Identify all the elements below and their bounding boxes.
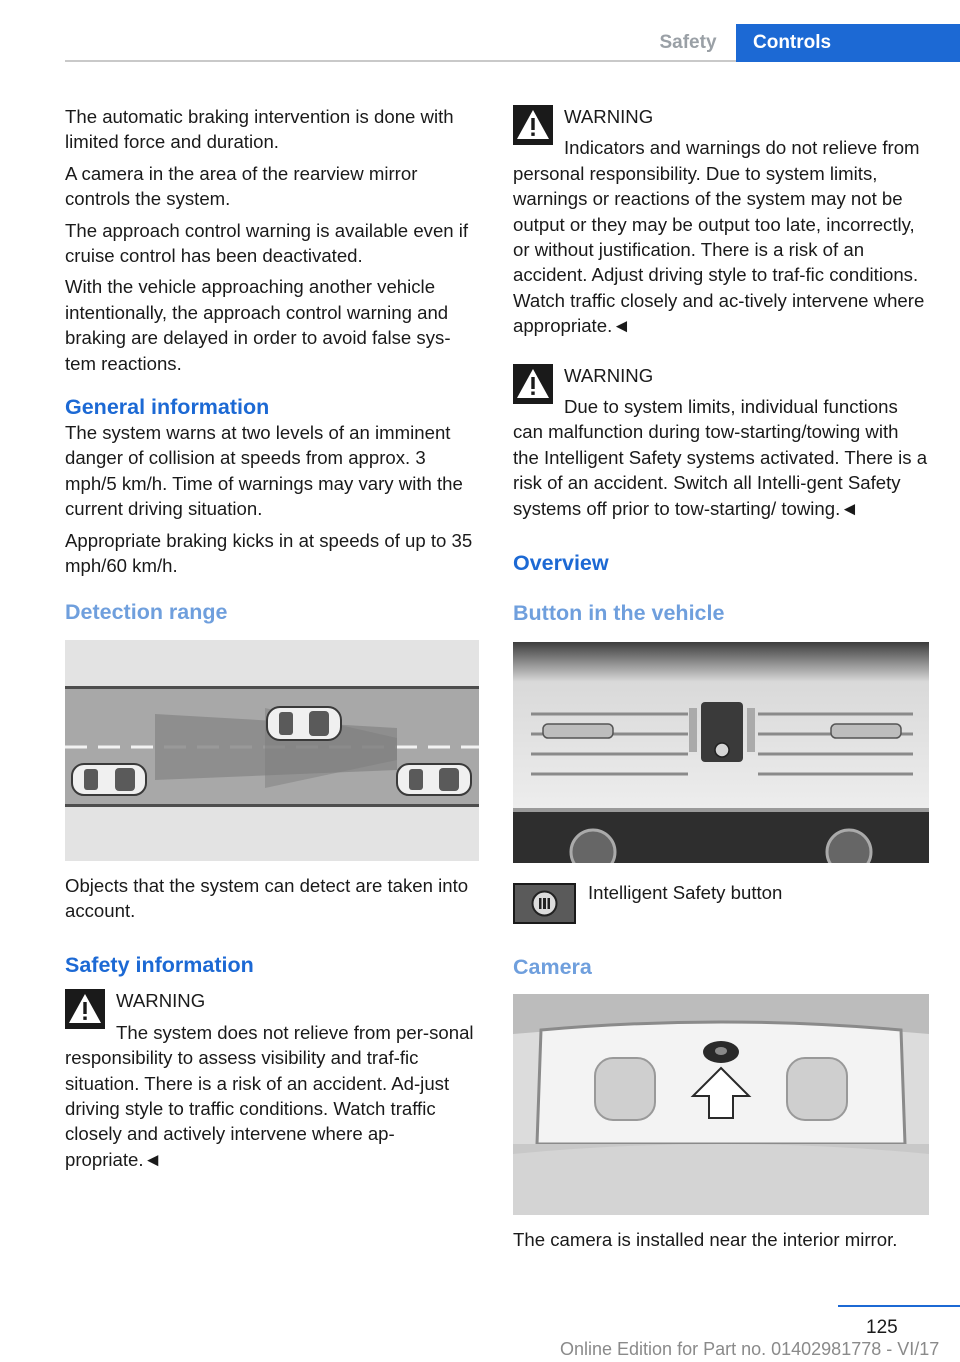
general-paragraph: Appropriate braking kicks in at speeds of up to 35 mph/60 km/h. [65, 529, 473, 577]
warning-triangle-icon [513, 105, 553, 145]
right-column [513, 104, 929, 1259]
intro-paragraph: The automatic braking intervention is done with limited force and duration. [65, 106, 454, 153]
button-in-vehicle-heading: Button in the vehicle [513, 601, 725, 626]
detection-range-illustration [65, 640, 479, 861]
warning-text: Indicators and warnings do not relieve from personal responsibility. Due to system limits, warnings or reactions of the system may not be output or they may be output too late, incorrectly, or without justification. There is a risk of an accident. Adjust driving style to traf-fic conditions. Watch traffic closely and ac-tively intervene where appropriate.◄ [513, 137, 925, 337]
camera-heading: Camera [513, 955, 592, 980]
warning-block [65, 988, 479, 1172]
safety-information-heading: Safety information [65, 953, 254, 978]
header-chapter-tab[interactable]: Controls [736, 24, 960, 62]
header-section-tab[interactable]: Safety [659, 32, 717, 53]
warning-title: WARNING [564, 106, 654, 127]
warning-title: WARNING [116, 990, 206, 1012]
camera-caption: The camera is installed near the interior mirror. [513, 1229, 898, 1251]
intelligent-safety-button-icon [513, 883, 576, 924]
edition-note: Online Edition for Part no. 01402981778 - VI/17 [560, 1339, 940, 1359]
footer-rule [838, 1305, 960, 1307]
detection-range-caption: Objects that the system can detect are taken into account. [65, 874, 469, 921]
warning-block [513, 363, 929, 521]
button-legend [513, 883, 929, 924]
general-paragraph: The system warns at two levels of an imminent danger of collision at speeds from approx. 3 mph/5 km/h. Time of warnings may vary with the current driving situation. [65, 422, 463, 520]
camera-photo [513, 994, 929, 1215]
detection-range-heading: Detection range [65, 599, 228, 624]
warning-triangle-icon [513, 364, 553, 404]
car-right-icon [397, 764, 471, 795]
overview-heading: Overview [513, 551, 609, 576]
warning-title: WARNING [564, 364, 654, 386]
page-number: 125 [866, 1317, 898, 1338]
car-top-icon [267, 707, 341, 740]
general-information-heading: General information [65, 395, 270, 420]
warning-triangle-icon [65, 989, 105, 1029]
warning-block [513, 104, 929, 339]
left-column [65, 104, 479, 1172]
intro-paragraph: A camera in the area of the rearview mirror controls the system. [65, 162, 418, 210]
button-in-vehicle-photo [513, 642, 929, 863]
intro-paragraph: The approach control warning is available even if cruise control has been deactivated. [65, 219, 469, 267]
button-legend-label: Intelligent Safety button [588, 882, 783, 904]
car-left-icon [72, 764, 146, 795]
warning-text: The system does not relieve from per-sonal responsibility to assess visibility and traf-fic situation. There is a risk of an accident. Ad-just driving style to traffic conditions. Watch traffic closely and actively intervene where ap-propriate.◄ [65, 1021, 474, 1170]
warning-text: Due to system limits, individual functions can malfunction during tow-starting/towing with the Intelligent Safety systems activated. There is a risk of an accident. Switch all Intelli-gent Safety systems off prior to tow-starting/ towing.◄ [513, 396, 928, 519]
intro-paragraph: With the vehicle approaching another vehicle intentionally, the approach control warning and braking are delayed in order to avoid false sys-tem reactions. [65, 276, 451, 374]
